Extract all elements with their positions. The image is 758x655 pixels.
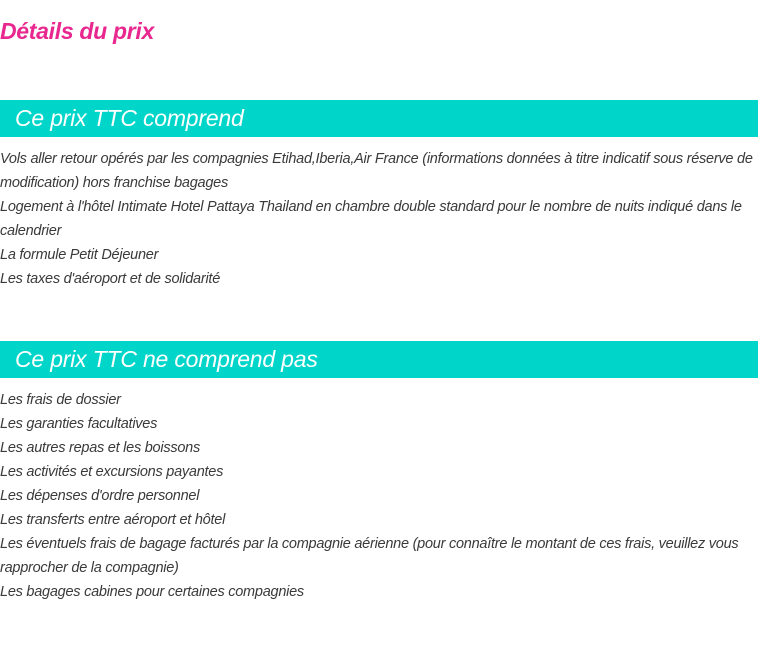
excluded-items-list	[0, 388, 756, 604]
list-item: Les garanties facultatives	[0, 416, 158, 432]
list-item: Les autres repas et les boissons	[0, 440, 200, 456]
list-item: Logement à l'hôtel Intimate Hotel Pattaya Thailand en chambre double standard pour le nombre de nuits indiqué dans le calendrier	[0, 199, 742, 239]
page-title: Détails du prix	[0, 18, 154, 44]
list-item: Vols aller retour opérés par les compagnies Etihad,Iberia,Air France (informations données à titre indicatif sous réserve de modification) hors franchise bagages	[0, 151, 753, 191]
list-item: Les dépenses d'ordre personnel	[0, 488, 200, 504]
list-item: Les frais de dossier	[0, 392, 121, 408]
list-item: Les bagages cabines pour certaines compagnies	[0, 584, 304, 600]
list-item: Les taxes d'aéroport et de solidarité	[0, 271, 221, 287]
list-item: Les éventuels frais de bagage facturés par la compagnie aérienne (pour connaître le montant de ces frais, veuillez vous rapprocher de la compagnie)	[0, 536, 739, 576]
excluded-section-header: Ce prix TTC ne comprend pas	[0, 341, 758, 378]
list-item: La formule Petit Déjeuner	[0, 247, 159, 263]
included-section-header: Ce prix TTC comprend	[0, 100, 758, 137]
included-items-list	[0, 147, 756, 291]
list-item: Les transferts entre aéroport et hôtel	[0, 512, 226, 528]
list-item: Les activités et excursions payantes	[0, 464, 224, 480]
